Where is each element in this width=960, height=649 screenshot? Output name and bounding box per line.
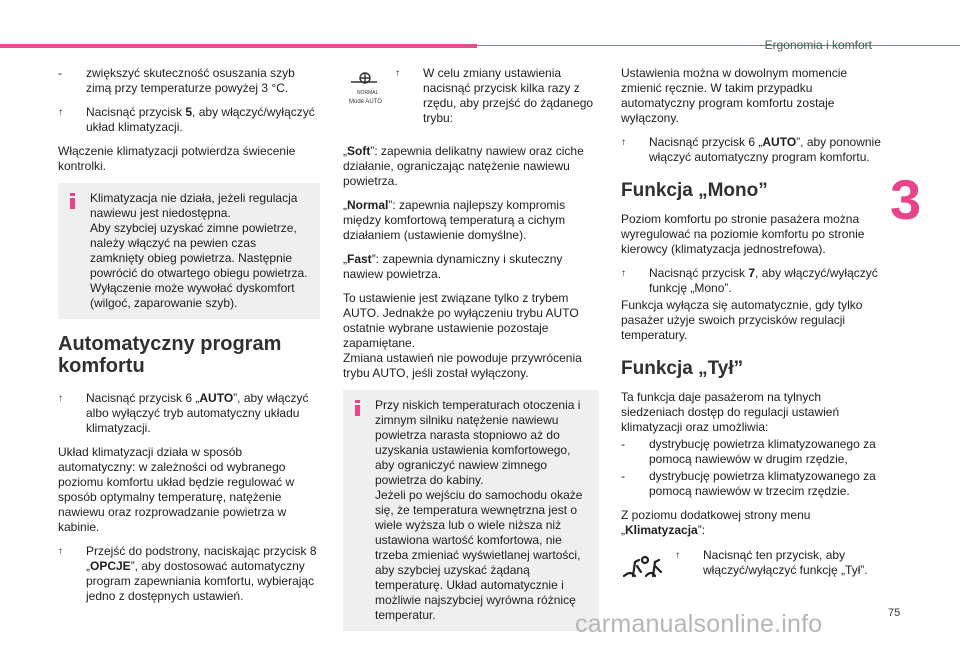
paragraph: Ta funkcja daje pasażerom na tylnych siedzeniach dostęp do regulacji ustawień klimatyzacji oraz umożliwia:: [621, 390, 840, 434]
instruction-item: ↑ Przejść do podstrony, naciskając przycisk 8 „OPCJE”, aby dostosować automatyczny program zapewniania komfortu, wybierając jedno z dostępnych ustawień.: [58, 544, 317, 603]
arrow-icon: ↑: [395, 68, 400, 79]
section-title: Ergonomia i komfort: [764, 38, 872, 52]
instruction-item: ↑ Nacisnąć przycisk 6 „AUTO”, aby włączyć albo wyłączyć tryb automatyczny układu klimatyzacji.: [58, 391, 309, 435]
info-note: Klimatyzacja nie działa, jeżeli regulacja nawiewu jest niedostępna. Aby szybciej uzyskać zimne powietrze, należy włączyć na pewien czas zamknięty obieg powietrza. Następnie powrócić do otwartego obiegu powietrza. Wyłączenie może wywołać dyskomfort (wilgoć, zaparowanie szyb).: [58, 183, 320, 319]
rear-seat-fan-icon: [621, 550, 665, 586]
list-item: - dystrybucję powietrza klimatyzowanego za pomocą nawiewów w drugim rzędzie,: [621, 437, 876, 466]
instruction-item: ↑ Nacisnąć przycisk 6 „AUTO”, aby ponownie włączyć automatyczny program komfortu.: [621, 135, 881, 164]
paragraph: To ustawienie jest związane tylko z trybem AUTO. Jednakże po wyłączeniu trybu AUTO ostatnie wybrane ustawienie pozostaje zapamiętane. Zmiana ustawień nie powoduje przywrócenia trybu AUTO, jeśli został wyłączony.: [343, 291, 582, 380]
instruction-item: ↑ Nacisnąć ten przycisk, aby włączyć/wyłączyć funkcję „Tył”.: [675, 548, 868, 577]
heading-tyl: Funkcja „Tył”: [621, 358, 744, 379]
arrow-icon: ↑: [621, 268, 626, 279]
watermark: carmanualsonline.info: [575, 610, 823, 638]
info-icon: [352, 400, 364, 416]
column-2: [343, 66, 599, 645]
header-accent-bar: [0, 44, 477, 48]
paragraph: Układ klimatyzacji działa w sposób automatyczny: w zależności od wybranego poziomu komfortu układ będzie regulować w sposób optymalny temperaturę, natężenie nawiewu oraz rozprowadzanie powietrza w kabinie.: [58, 445, 295, 534]
paragraph: Poziom komfortu po stronie pasażera można wyregulować na poziomie komfortu po stronie kierowcy (klimatyzacja jednostrefowa).: [621, 212, 865, 256]
chapter-number: 3: [890, 168, 922, 231]
paragraph: Ustawienia można w dowolnym momencie zmienić ręcznie. W takim przypadku automatyczny program komfortu zostaje wyłączony.: [621, 66, 848, 125]
page-number: 75: [888, 607, 901, 619]
arrow-icon: ↑: [58, 107, 63, 118]
mode-auto-row: [343, 66, 599, 138]
list-item: - zwiększyć skuteczność osuszania szyb zimą przy temperaturze powyżej 3 °C.: [58, 66, 295, 95]
mode-normal: „Normal”: zapewnia najlepszy kompromis między komfortową temperaturą a cichym działaniem (ustawienie domyślne).: [343, 198, 566, 242]
section-heading: Automatyczny program komfortu: [58, 333, 282, 377]
mode-fast: „Fast”: zapewnia dynamiczny i skuteczny nawiew powietrza.: [343, 252, 563, 281]
instruction-item: ↑ Nacisnąć przycisk 5, aby włączyć/wyłączyć układ klimatyzacji.: [58, 105, 315, 134]
header-rule: [477, 45, 960, 46]
info-note: Przy niskich temperaturach otoczenia i zimnym silniku natężenie nawiewu powietrza narasta stopniowo aż do uzyskania ustawienia komfortowego, aby ograniczyć nawiew zimnego powietrza do kabiny. Jeżeli po wejściu do samochodu okaże się, że temperatura wewnętrzna jest o wiele wyższa lub o wiele niższa niż ustawiona wartość komfortowa, nie trzeba zmieniać wyświetlanej wartości, aby szybciej uzyskać żądaną temperaturę. Układ automatycznie i możliwie najszybciej wyrówna różnicę temperatur.: [343, 390, 599, 631]
paragraph: Z poziomu dodatkowej strony menu „Klimatyzacja”:: [621, 508, 811, 537]
heading-mono: Funkcja „Mono”: [621, 180, 768, 201]
column-1: [58, 66, 320, 613]
paragraph: Włączenie klimatyzacji potwierdza świecenie kontrolki.: [58, 144, 296, 173]
arrow-icon: ↑: [58, 393, 63, 404]
rear-function-row: [621, 548, 881, 594]
instruction-item: ↑ W celu zmiany ustawienia nacisnąć przycisk kilka razy z rzędu, aby przejść do żądanego trybu:: [395, 66, 594, 125]
info-icon: [67, 193, 79, 209]
arrow-icon: ↑: [621, 137, 626, 148]
paragraph: Funkcja wyłącza się automatycznie, gdy tylko pasażer użyje swoich przycisków regulacji temperatury.: [621, 298, 863, 342]
column-3: [621, 66, 881, 594]
list-item: - dystrybucję powietrza klimatyzowanego za pomocą nawiewów w trzecim rzędzie.: [621, 469, 876, 498]
arrow-icon: ↑: [58, 546, 63, 557]
mode-soft: „Soft”: zapewnia delikatny nawiew oraz ciche działanie, ograniczając natężenie nawiewu powietrza.: [343, 144, 584, 188]
fan-mode-icon: NORMAL Mode AUTO: [343, 66, 391, 114]
instruction-item: ↑ Nacisnąć przycisk 7, aby włączyć/wyłączyć funkcję „Mono”.: [621, 266, 878, 295]
arrow-icon: ↑: [675, 550, 680, 561]
